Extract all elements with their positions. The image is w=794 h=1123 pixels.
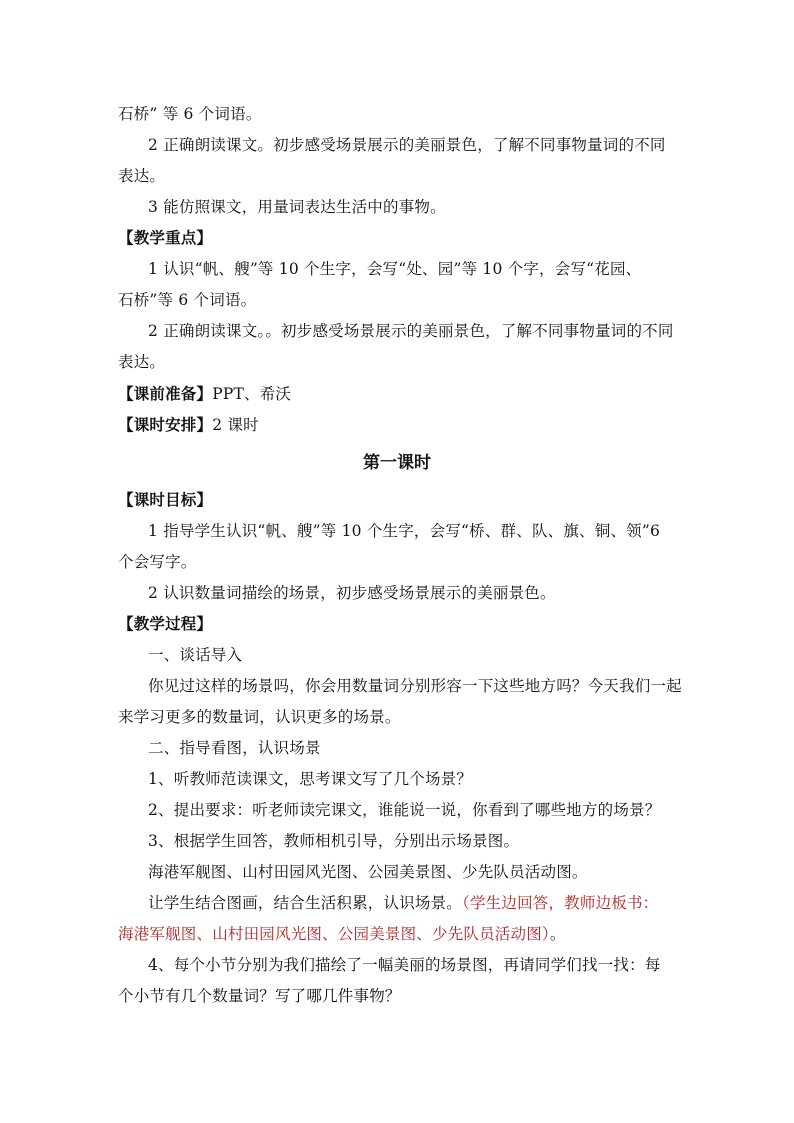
lesson-title: 第一课时	[363, 453, 431, 473]
teacher-note-red: 海港军舰图、山村田园风光图、公园美景图、少先队员活动图）	[118, 925, 550, 943]
preparation-line	[118, 384, 291, 404]
paragraph-line	[148, 893, 658, 913]
paragraph-line: 2 正确朗读课文。初步感受场景展示的美丽景色，了解不同事物量词的不同	[148, 136, 666, 154]
section-heading-key-points: 【教学重点】	[118, 228, 213, 247]
section-heading-process: 【教学过程】	[118, 614, 213, 633]
paragraph-line	[118, 924, 566, 944]
paragraph-line: 1、听教师范读课文，思考课文写了几个场景？	[148, 770, 473, 788]
paragraph-line: 个小节有几个数量词？写了哪几件事物？	[118, 987, 401, 1005]
paragraph-line: 2 认识数量词描绘的场景，初步感受场景展示的美丽景色。	[148, 584, 556, 602]
paragraph-line: 表达。	[118, 167, 166, 185]
schedule-value: 2 课时	[212, 416, 259, 434]
section-heading-preparation: 【课前准备】	[118, 384, 213, 403]
section-heading-goals: 【课时目标】	[118, 490, 213, 509]
paragraph-line: 一、谈话导入	[148, 646, 243, 664]
paragraph-line: 表达。	[118, 353, 166, 371]
preparation-value: PPT、希沃	[212, 385, 292, 403]
paragraph-line: 石桥”等 6 个词语。	[118, 291, 257, 309]
paragraph-line: 来学习更多的数量词，认识更多的场景。	[118, 708, 401, 726]
teacher-note-red: （学生边回答，教师边板书：	[462, 894, 659, 912]
section-heading-schedule: 【课时安排】	[118, 415, 213, 434]
paragraph-line: 个会写字。	[118, 553, 197, 571]
paragraph-line: 二、指导看图，认识场景	[148, 739, 321, 757]
paragraph-line: 海港军舰图、山村田园风光图、公园美景图、少先队员活动图。	[148, 863, 588, 881]
paragraph-line: 3 能仿照课文，用量词表达生活中的事物。	[148, 198, 446, 216]
paragraph-line: 4、每个小节分别为我们描绘了一幅美丽的场景图，再请同学们找一找：每	[148, 956, 661, 974]
paragraph-text: 。	[549, 925, 566, 943]
paragraph-line: 1 指导学生认识“帆、艘”等 10 个生字，会写“桥、群、队、旗、铜、领”6	[148, 522, 661, 540]
paragraph-text: 让学生结合图画，结合生活积累，认识场景。	[148, 894, 463, 912]
paragraph-line: 石桥” 等 6 个词语。	[118, 105, 262, 123]
paragraph-line: 你见过这样的场景吗，你会用数量词分别形容一下这些地方吗？今天我们一起	[148, 677, 682, 695]
paragraph-line: 2 正确朗读课文。。初步感受场景展示的美丽景色，了解不同事物量词的不同	[148, 322, 674, 340]
paragraph-line: 2、提出要求：听老师读完课文，谁能说一说，你看到了哪些地方的场景？	[148, 801, 661, 819]
paragraph-line: 3、根据学生回答，教师相机引导，分别出示场景图。	[148, 832, 520, 850]
schedule-line	[118, 415, 259, 435]
paragraph-line: 1 认识“帆、艘”等 10 个生字，会写“处、园”等 10 个字，会写“花园、	[148, 260, 642, 278]
